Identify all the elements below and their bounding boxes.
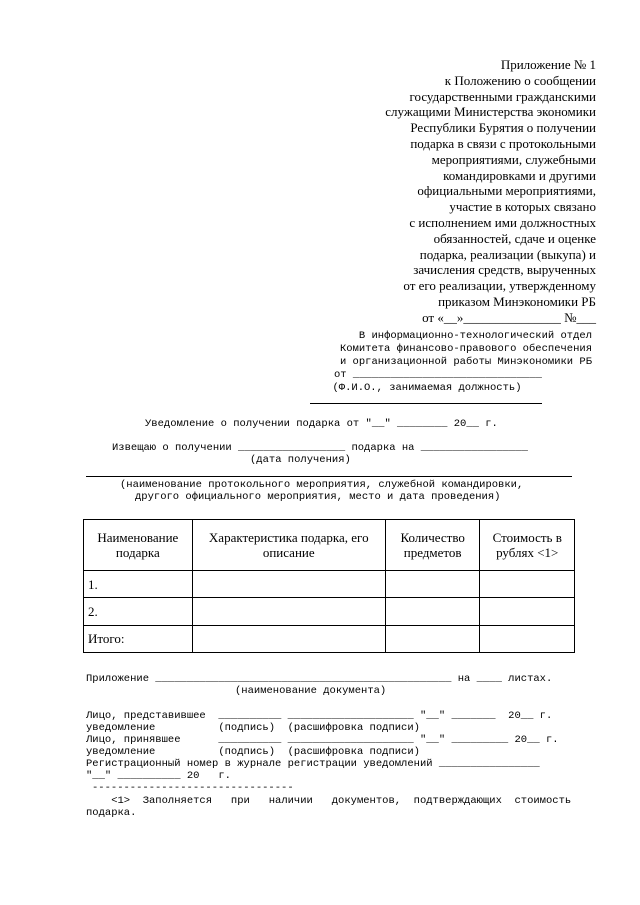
table-row bbox=[84, 571, 575, 598]
appendix-header bbox=[296, 57, 596, 326]
appendix-line: приказом Минэкономики РБ bbox=[438, 293, 596, 309]
table-row bbox=[84, 598, 575, 625]
table-cell bbox=[192, 625, 385, 652]
addressee-rule bbox=[310, 395, 542, 404]
appendix-line: Республики Бурятия о получении bbox=[410, 120, 596, 136]
event-caption: другого официального мероприятия, место и дата проведения) bbox=[135, 491, 501, 503]
table-cell bbox=[385, 598, 480, 625]
table-cell bbox=[480, 625, 575, 652]
event-caption: (наименование протокольного мероприятия, служебной командировки, bbox=[120, 479, 524, 491]
event-underline bbox=[86, 476, 572, 477]
addressee-from-line: от ______________________________ bbox=[334, 369, 542, 381]
footnote-text: <1> Заполняется при наличии документов, подтверждающих стоимость bbox=[86, 795, 572, 807]
column-header-cost: Стоимость в рублях <1> bbox=[480, 520, 575, 571]
column-header-name: Наименование подарка bbox=[84, 520, 193, 571]
appendix-line: с исполнением ими должностных bbox=[409, 214, 596, 230]
appendix-line: зачисления средств, вырученных bbox=[413, 262, 596, 278]
appendix-line: государственными гражданскими bbox=[409, 88, 596, 104]
table-cell-label: 1. bbox=[84, 571, 193, 598]
submitted-line: Лицо, представившее __________ ____________________ "__" _______ 20__ г. bbox=[86, 710, 553, 722]
table-cell bbox=[192, 571, 385, 598]
appendix-line: подарка в связи с протокольными bbox=[410, 135, 596, 151]
inform-line: Извещаю о получении _________________ подарка на _________________ bbox=[112, 442, 528, 454]
appendix-line: участие в которых связано bbox=[449, 199, 596, 215]
registration-date-line: "__" __________ 20 г. bbox=[86, 770, 231, 782]
appendix-line: служащими Министерства экономики bbox=[385, 104, 596, 120]
table-row bbox=[84, 625, 575, 652]
attachment-caption: (наименование документа) bbox=[235, 685, 387, 697]
submitted-caption: уведомление (подпись) (расшифровка подписи) bbox=[86, 722, 420, 734]
addressee-block bbox=[262, 330, 592, 404]
addressee-caption: (Ф.И.О., занимаемая должность) bbox=[332, 382, 522, 394]
table-cell bbox=[480, 571, 575, 598]
footnote-text: подарка. bbox=[86, 807, 137, 819]
appendix-order-line: от «__»_______________ №___ bbox=[422, 309, 596, 325]
table-header-row bbox=[84, 520, 575, 571]
appendix-line: официальными мероприятиями, bbox=[417, 183, 596, 199]
addressee-line: В информационно-технологический отдел bbox=[358, 330, 592, 342]
accepted-caption: уведомление (подпись) (расшифровка подписи) bbox=[86, 746, 420, 758]
table-cell bbox=[480, 598, 575, 625]
accepted-line: Лицо, принявшее __________ ____________________ "__" _________ 20__ г. bbox=[86, 734, 559, 746]
appendix-line: от его реализации, утвержденному bbox=[403, 278, 596, 294]
table-cell bbox=[385, 625, 480, 652]
table-cell bbox=[192, 598, 385, 625]
addressee-line: Комитета финансово-правового обеспечения bbox=[339, 343, 592, 355]
column-header-description: Характеристика подарка, его описание bbox=[192, 520, 385, 571]
appendix-line: мероприятиями, служебными bbox=[431, 151, 596, 167]
registration-line: Регистрационный номер в журнале регистрации уведомлений ________________ bbox=[86, 758, 540, 770]
footnote-rule: -------------------------------- bbox=[92, 782, 294, 794]
notice-title: Уведомление о получении подарка от "__" ________ 20__ г. bbox=[145, 418, 498, 430]
table-cell bbox=[385, 571, 480, 598]
date-caption: (дата получения) bbox=[250, 454, 351, 466]
appendix-line: подарка, реализации (выкупа) и bbox=[419, 246, 596, 262]
column-header-quantity: Количество предметов bbox=[385, 520, 480, 571]
appendix-line: к Положению о сообщении bbox=[444, 72, 596, 88]
table-cell-label: 2. bbox=[84, 598, 193, 625]
appendix-line: командировками и другими bbox=[443, 167, 596, 183]
table-cell-label: Итого: bbox=[84, 625, 193, 652]
appendix-line: обязанностей, сдаче и оценке bbox=[433, 230, 596, 246]
appendix-line: Приложение № 1 bbox=[500, 57, 596, 72]
addressee-line: и организационной работы Минэкономики РБ bbox=[339, 356, 592, 368]
gift-table bbox=[83, 519, 575, 653]
attachment-line: Приложение _______________________________________________ на ____ листах. bbox=[86, 673, 553, 685]
